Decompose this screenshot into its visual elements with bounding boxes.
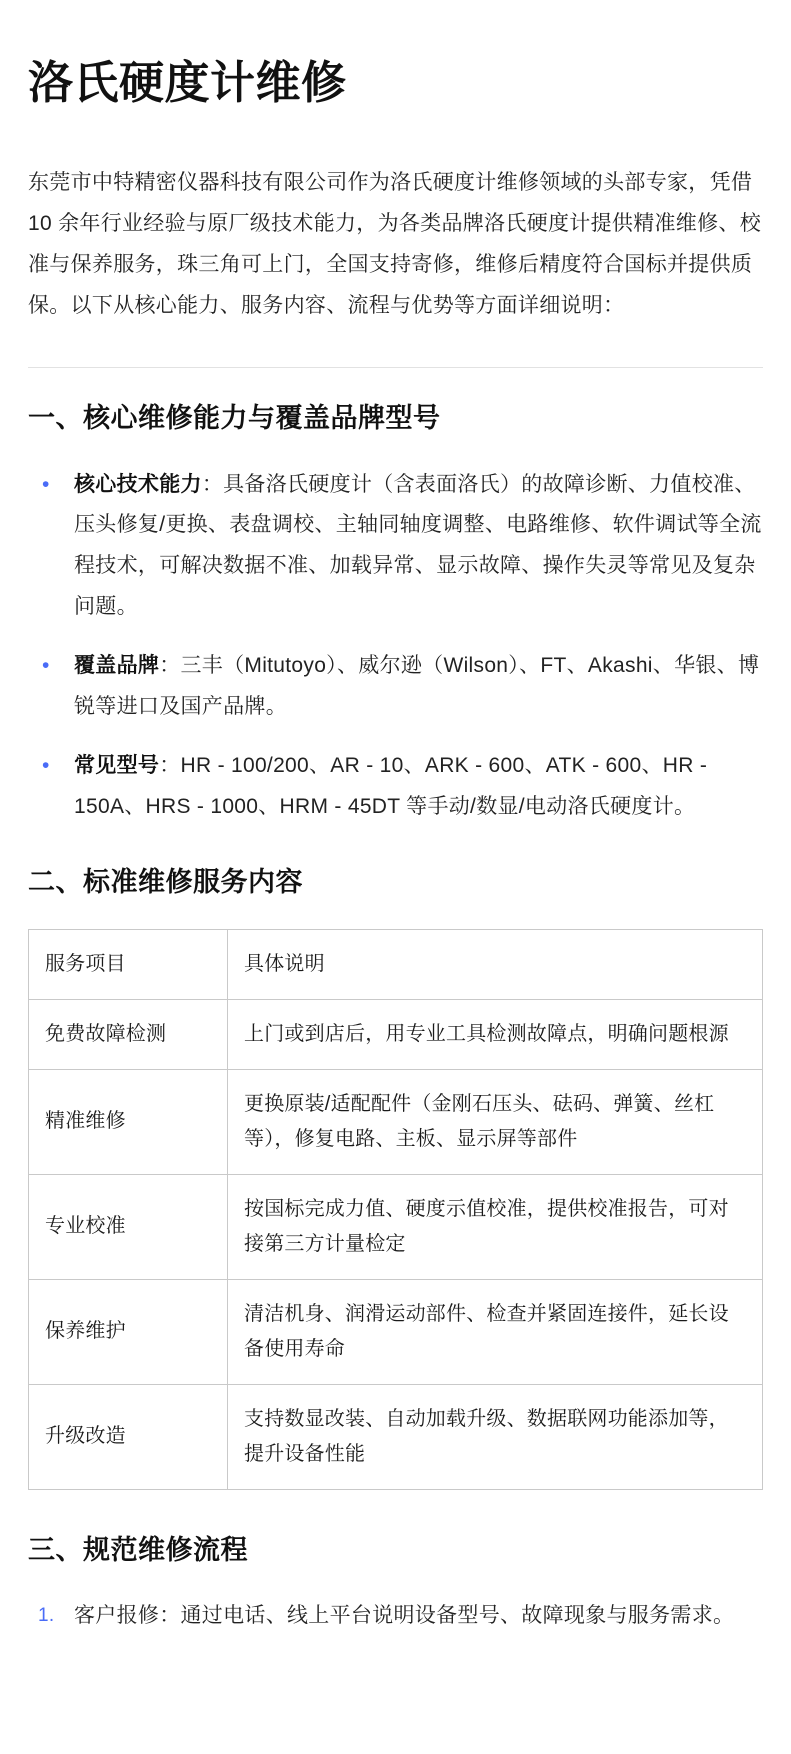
list-item	[28, 646, 763, 728]
list-item	[28, 465, 763, 629]
bullet-text: ：具备洛氏硬度计（含表面洛氏）的故障诊断、力值校准、压头修复/更换、表盘调校、主轴同轴度调整、电路维修、软件调试等全流程技术，可解决数据不准、加载异常、显示故障、操作失灵等常见及复杂问题。	[74, 472, 762, 619]
table-cell-item: 精准维修	[29, 1069, 228, 1174]
table-row	[29, 1279, 763, 1384]
table-header-row	[29, 929, 763, 999]
list-item	[28, 746, 763, 828]
list-item: 客户报修：通过电话、线上平台说明设备型号、故障现象与服务需求。	[74, 1604, 735, 1627]
bullet-dot-icon: •	[42, 654, 50, 678]
table-row	[29, 1384, 763, 1489]
table-header-cell: 具体说明	[228, 929, 763, 999]
bullet-label: 覆盖品牌	[74, 654, 160, 678]
table-cell-desc: 支持数显改装、自动加载升级、数据联网功能添加等，提升设备性能	[228, 1384, 763, 1489]
section-3-step-list	[28, 1596, 763, 1637]
bullet-label: 核心技术能力	[74, 472, 202, 496]
section-divider	[28, 367, 763, 368]
table-cell-desc: 清洁机身、润滑运动部件、检查并紧固连接件，延长设备使用寿命	[228, 1279, 763, 1384]
bullet-label: 常见型号	[74, 754, 160, 778]
bullet-dot-icon: •	[42, 472, 50, 496]
section-1-bullet-list	[28, 465, 763, 829]
table-header-cell: 服务项目	[29, 929, 228, 999]
table-cell-desc: 更换原装/适配配件（金刚石压头、砝码、弹簧、丝杠等），修复电路、主板、显示屏等部件	[228, 1069, 763, 1174]
intro-paragraph: 东莞市中特精密仪器科技有限公司作为洛氏硬度计维修领域的头部专家，凭借 10 余年行业经验与原厂级技术能力，为各类品牌洛氏硬度计提供精准维修、校准与保养服务，珠三角可上门，全国支持寄修，维修后精度符合国标并提供质保。以下从核心能力、服务内容、流程与优势等方面详细说明：	[28, 171, 761, 318]
section-1-heading: 一、核心维修能力与覆盖品牌型号	[28, 403, 441, 433]
table-cell-item: 升级改造	[29, 1384, 228, 1489]
table-cell-item: 专业校准	[29, 1174, 228, 1279]
table-cell-item: 免费故障检测	[29, 999, 228, 1069]
bullet-dot-icon: •	[42, 754, 50, 778]
page-title: 洛氏硬度计维修	[28, 57, 347, 108]
bullet-text: ：HR - 100/200、AR - 10、ARK - 600、ATK - 600、HR - 150A、HRS - 1000、HRM - 45DT 等手动/数显/电动洛氏硬度计。	[74, 754, 708, 819]
table-row	[29, 999, 763, 1069]
table-cell-item: 保养维护	[29, 1279, 228, 1384]
table-row	[29, 1174, 763, 1279]
service-content-table	[28, 929, 763, 1490]
table-row	[29, 1069, 763, 1174]
table-cell-desc: 按国标完成力值、硬度示值校准，提供校准报告，可对接第三方计量检定	[228, 1174, 763, 1279]
section-2-heading: 二、标准维修服务内容	[28, 867, 303, 897]
section-3-heading: 三、规范维修流程	[28, 1534, 248, 1565]
table-cell-desc: 上门或到店后，用专业工具检测故障点，明确问题根源	[228, 999, 763, 1069]
bullet-text: ：三丰（Mitutoyo）、威尔逊（Wilson）、FT、Akashi、华银、博锐等进口及国产品牌。	[74, 654, 760, 719]
